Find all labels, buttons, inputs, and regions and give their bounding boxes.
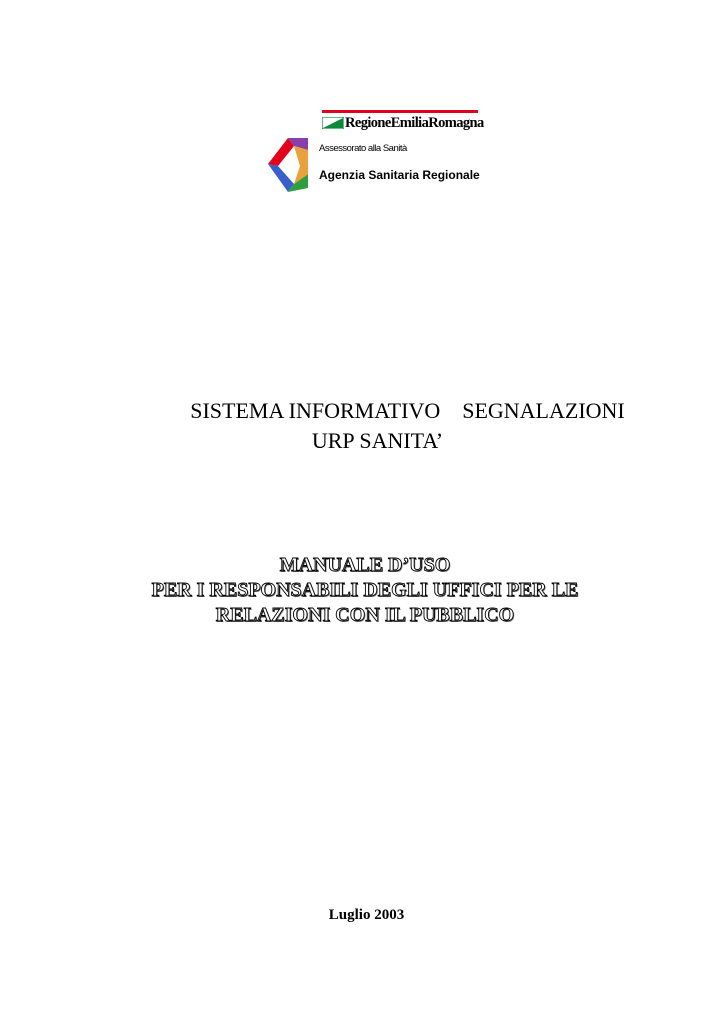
manual-title-line-1: MANUALE D’USO <box>279 554 451 576</box>
manual-title-line-2: PER I RESPONSABILI DEGLI UFFICI PER LE <box>151 579 579 601</box>
region-flag-icon <box>322 117 344 129</box>
system-title-line-1: SISTEMA INFORMATIVO SEGNALAZIONI <box>190 398 625 423</box>
header-logo <box>264 108 524 200</box>
system-title <box>0 396 725 456</box>
manual-title <box>0 553 725 628</box>
region-logo <box>322 108 484 134</box>
system-title-line-2: URP SANITA’ <box>311 428 444 453</box>
agency-symbol-icon <box>264 130 314 196</box>
manual-title-line-3: RELAZIONI CON IL PUBBLICO <box>215 604 515 626</box>
publication-date: Luglio 2003 <box>328 907 405 923</box>
assessorato-label: Assessorato alla Sanità <box>319 143 407 154</box>
region-name: RegioneEmiliaRomagna <box>345 115 484 131</box>
agency-label: Agenzia Sanitaria Regionale <box>319 168 480 182</box>
region-logo-red-bar <box>322 110 478 113</box>
